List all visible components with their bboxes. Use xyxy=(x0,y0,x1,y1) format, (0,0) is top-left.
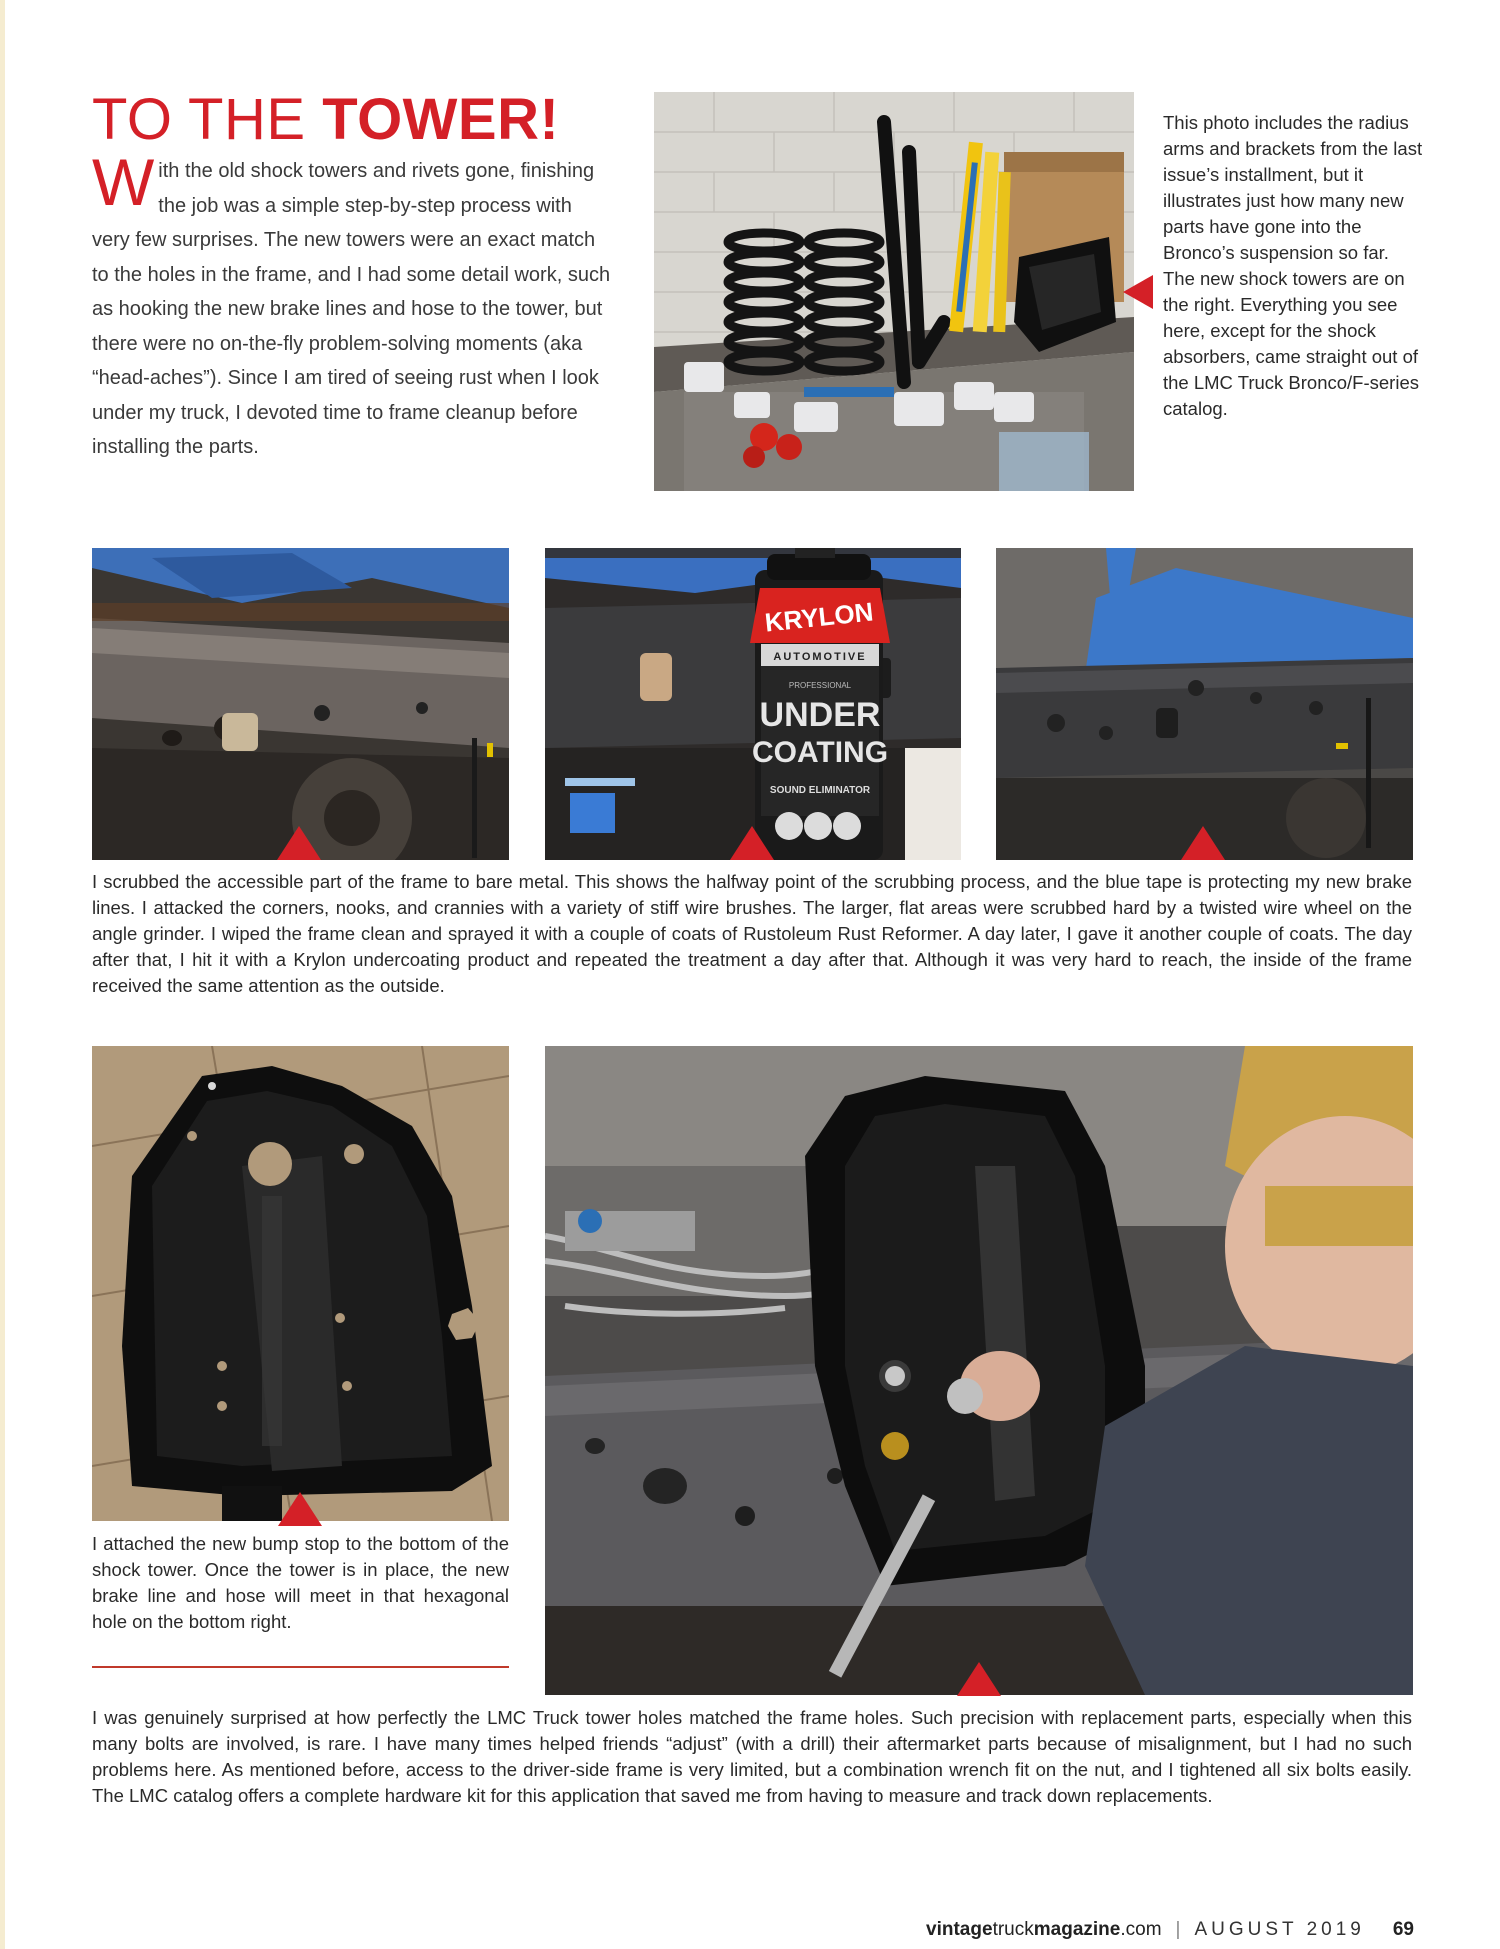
parts-photo-caption: This photo includes the radius arms and brackets from the last issue’s installment, but it illustrates just how many new parts have gone into the Bronco’s suspension so far. The new shock towers are on the right. Everything you see here, except for the shock absorbers, came straight out of the LMC Truck Bronco/F-series catalog. xyxy=(1163,112,1423,419)
bump-stop-caption: I attached the new bump stop to the bottom of the shock tower. Once the tower is in place, the new brake line and hose will meet in that hexagonal hole on the bottom right. xyxy=(92,1533,509,1632)
can-brand-text: KRYLON xyxy=(763,596,875,638)
parts-pointer-arrow xyxy=(1123,275,1153,309)
page-number: 69 xyxy=(1392,1919,1414,1940)
footer-site-bold2: magazine xyxy=(1033,1919,1121,1940)
frame-caption: I scrubbed the accessible part of the frame to bare metal. This shows the halfway point of the scrubbing process, and the blue tape is protecting my new brake lines. I attacked the corners, nooks, and crannies with a variety of stiff wire brushes. The larger, flat areas were scrubbed hard by a twisted wire wheel on the angle grinder. I wiped the frame clean and sprayed it with a couple of coats of Rustoleum Rust Reformer. A day later, I gave it another couple of coats. The day after that, I hit it with a Krylon undercoating product and repeated the treatment a day after that. Although it was very hard to reach, the inside of the frame received the same attention as the outside. xyxy=(92,871,1412,996)
coated-frame-photo xyxy=(996,548,1413,860)
drop-cap: W xyxy=(92,145,155,219)
footer-issue: AUGUST 2019 xyxy=(1194,1919,1365,1940)
tower-install-pointer xyxy=(957,1662,1001,1696)
page-footer xyxy=(926,1918,1414,1942)
can-sub-text: SOUND ELIMINATOR xyxy=(769,785,871,796)
intro-paragraph xyxy=(92,145,612,465)
can-title2-text: COATING xyxy=(751,736,889,769)
shock-tower-pointer xyxy=(278,1492,322,1526)
undercoating-pointer xyxy=(730,826,774,860)
footer-separator: | xyxy=(1175,1919,1181,1940)
coated-frame-pointer xyxy=(1181,826,1225,860)
can-line-text: AUTOMOTIVE xyxy=(773,651,867,663)
footer-site-regular: truck xyxy=(992,1919,1034,1940)
can-small-text: PROFESSIONAL xyxy=(788,681,852,690)
frame-scrubbed-pointer xyxy=(277,826,321,860)
undercoating-can-photo xyxy=(545,548,961,860)
footer-site-bold1: vintage xyxy=(926,1919,993,1940)
headline-light: TO THE xyxy=(92,87,323,152)
article-headline xyxy=(92,88,559,152)
frame-scrubbed-photo xyxy=(92,548,509,860)
tower-install-caption: I was genuinely surprised at how perfectly the LMC Truck tower holes matched the frame holes. Such precision with replacement parts, especially when this many bolts are involved, is rare. I have many times helped friends “adjust” (with a drill) their aftermarket parts because of misalignment, but I had no such problems here. As mentioned before, access to the driver-side frame is very limited, but a combination wrench fit on the nut, and I tightened all six bolts easily. The LMC catalog offers a complete hardware kit for this application that saved me from having to measure and track down replacements. xyxy=(92,1707,1412,1806)
headline-bold: TOWER! xyxy=(322,87,560,152)
intro-text: ith the old shock towers and rivets gone, finishing the job was a simple step-by-step process with very few surprises. The new towers were an exact match to the holes in the frame, and I had some detail work, such as hooking the new brake lines and hose to the tower, but there were no on-the-fly problem-solving moments (aka “head-aches”). Since I am tired of seeing rust when I look under my truck, I devoted time to frame cleanup before installing the parts. xyxy=(92,160,611,458)
page-edge xyxy=(0,0,5,1949)
parts-photo xyxy=(654,92,1134,491)
tower-install-photo xyxy=(545,1046,1413,1695)
caption-divider xyxy=(92,1666,509,1668)
footer-site-tld: .com xyxy=(1120,1919,1162,1940)
can-title1-text: UNDER xyxy=(759,696,881,734)
shock-tower-photo xyxy=(92,1046,509,1521)
